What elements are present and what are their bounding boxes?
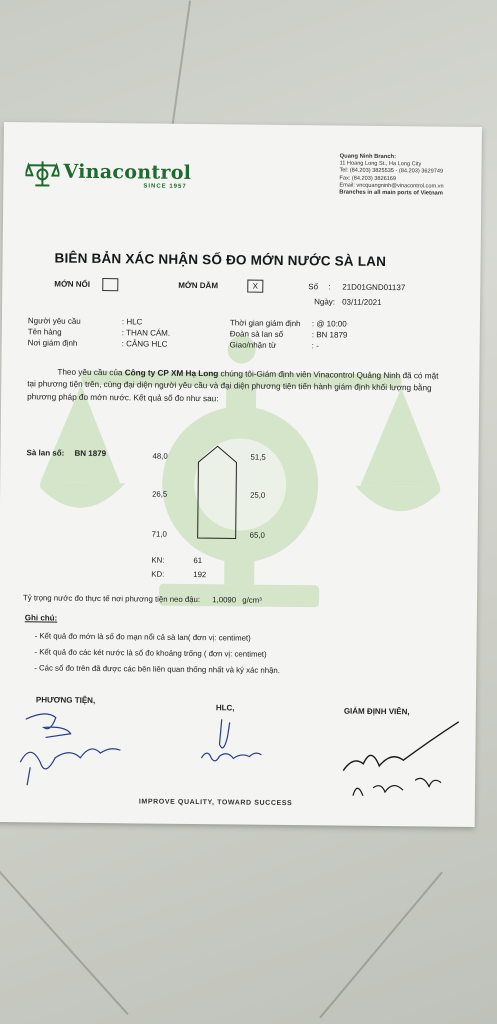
so-colon: : [328,282,331,292]
brand-since: SINCE 1957 [143,183,187,190]
footer-slogan: IMPROVE QUALITY, TOWARD SUCCESS [138,798,293,808]
branch-contact [339,154,477,199]
barge-label: Sà lan số: [26,448,65,458]
intro-text-start: Theo yêu cầu của [57,367,125,378]
info-label: Thời gian giám định [229,318,301,329]
vinacontrol-scale-logo-icon [25,158,59,188]
document-page [0,122,482,827]
mon-dam-checkbox: X [247,280,263,293]
note-item: - Kết quả đo mớn là số đo mạn nổi cả sà lan( đơn vị: centimet) [34,631,251,643]
mon-noi-label: MỚN NỔI [54,279,91,289]
floor-tile-seam [171,0,191,129]
info-value: : BN 1879 [311,330,348,340]
notes-list [34,628,280,679]
barge-number: BN 1879 [74,448,107,459]
info-value: : CẢNG HLC [121,339,168,349]
notes-title: Ghi chú: [24,613,58,623]
signature-title-vessel: PHƯƠNG TIỆN, [35,695,96,705]
intro-paragraph [27,366,441,407]
mon-dam-label: MỚN DẰM [178,280,219,291]
density-text: Tỷ trọng nước đo thực tế nơi phương tiện neo đậu: [22,593,201,605]
signature-title-hlc: HLC, [215,703,235,713]
inspector-signature-icon [333,715,464,806]
density-unit: g/cm³ [242,595,262,605]
so-label: Số [308,282,319,292]
vessel-signature-icon [15,707,126,788]
info-label: Đoàn sà lan số [229,329,284,339]
draft-left-top: 48,0 [152,451,168,461]
barge-diagram-icon [196,444,239,540]
draft-left-bot: 71,0 [151,529,167,539]
info-value: : HLC [121,317,143,327]
info-value: : - [311,341,319,351]
info-label: Tên hàng [27,327,62,337]
info-value: : @ 10:00 [311,319,347,329]
brand-name: Vinacontrol [63,160,192,184]
density-value: 1,0090 [212,595,237,605]
floor-tile-seam [0,865,129,1015]
kn-label: KN: [151,555,165,565]
company-name: Công ty CP XM Hạ Long [124,368,219,379]
info-right [230,318,430,353]
note-item: - Các số đo trên đã được các bên liên quan thống nhất và ký xác nhận. [34,663,281,675]
ngay-label: Ngày: [314,297,336,307]
ngay-value: 03/11/2021 [342,297,382,307]
info-left [28,316,228,351]
branch-address: 11 Hoang Long St., Ha Long City [339,160,422,168]
info-label: Giao/nhận từ [229,340,277,350]
branch-fax: Fax: (84.203) 3826169 [339,175,397,182]
document-title: BIÊN BẢN XÁC NHẬN SỐ ĐO MỚN NƯỚC SÀ LAN [54,250,387,270]
note-item: - Kết quả đo các két nước là số đo khoảng trống ( đơn vị: centimet) [34,647,267,659]
draft-left-mid: 26,5 [152,489,168,499]
branch-title: Quang Ninh Branch: [339,153,397,161]
info-label: Người yêu cầu [27,316,81,326]
draft-right-bot: 65,0 [249,530,265,540]
draft-right-top: 51,5 [250,452,266,462]
draft-right-mid: 25,0 [250,490,266,500]
intro-text-rest: chúng tôi-Giám định viên Vinacontrol Quảng Ninh đã có mặt tại phương tiện trên, cùng đại diện người yêu cầu và đại diện phương tiện tiến hành giám định khối lượng bằng phương pháp đo mớn nước. Kết quả số đo như sau: [27,369,439,403]
branch-email: Email: vncquangninh@vinacontrol.com.vn [339,182,444,190]
kn-value: 61 [193,556,203,566]
hlc-signature-icon [193,714,274,775]
branch-ports: Branches in all main ports of Vietnam [339,189,443,197]
floor-tile-seam [319,872,443,1019]
mon-noi-checkbox [102,278,118,291]
so-value: 21D01GND01137 [342,282,406,293]
kd-value: 192 [193,570,207,580]
info-value: : THAN CÁM. [121,328,171,338]
signature-title-inspector: GIÁM ĐỊNH VIÊN, [343,706,410,717]
kd-label: KD: [151,569,165,579]
info-label: Nơi giám định [27,338,78,348]
branch-tel: Tel: (84.203) 3825535 - (84.203) 3629749 [339,167,444,176]
